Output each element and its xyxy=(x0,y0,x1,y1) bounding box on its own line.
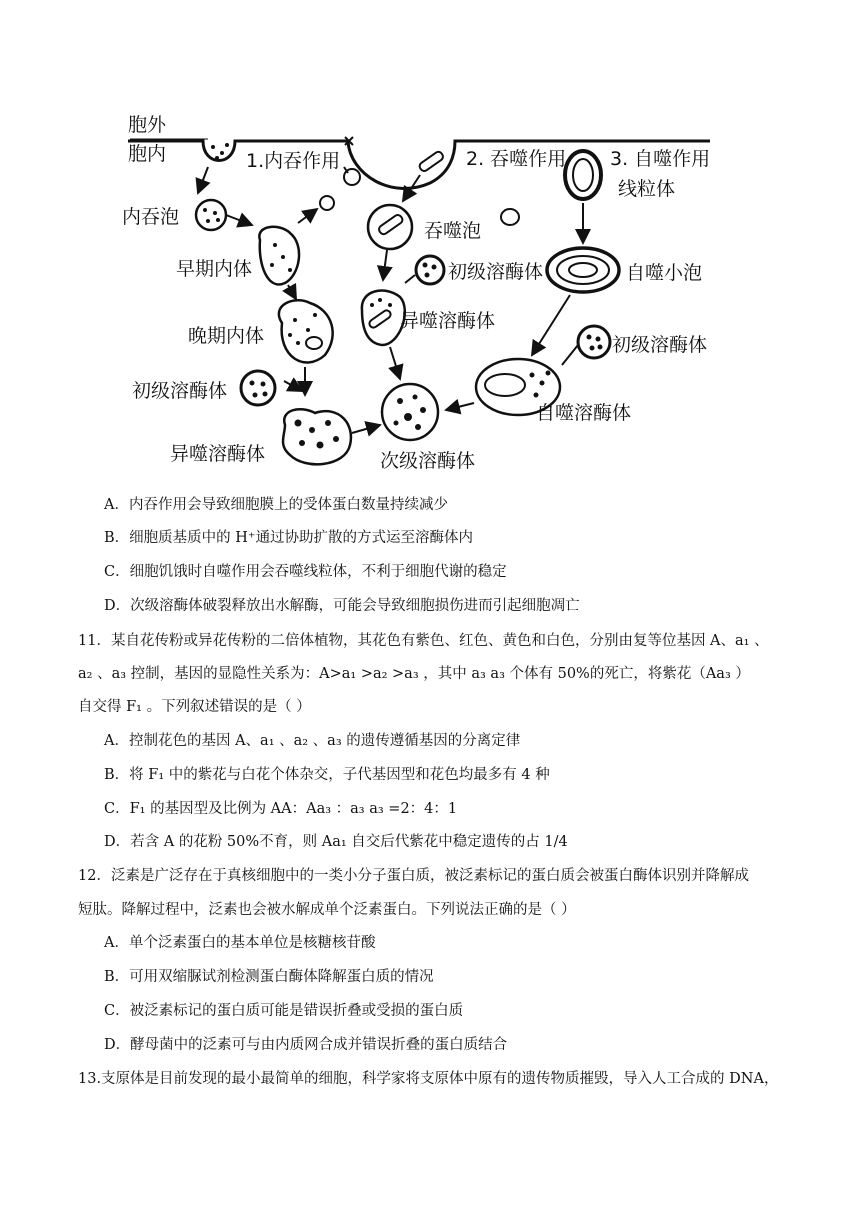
label-primary-lysosome-b: 初级溶酶体 xyxy=(448,261,544,283)
label-early-endosome: 早期内体 xyxy=(176,258,253,280)
q12-option-d: D．酵母菌中的泛素可与由内质网合成并错误折叠的蛋白质结合 xyxy=(104,1037,508,1053)
q11-option-d: D．若含 A 的花粉 50%不育，则 Aa₁ 自交后代紫花中稳定遗传的占 1/4 xyxy=(104,834,568,850)
label-autophagosome: 自噬小泡 xyxy=(626,262,703,284)
q11-stem-line3: 自交得 F₁ 。下列叙述错误的是（ ） xyxy=(78,699,311,715)
label-primary-lysosome-c: 初级溶酶体 xyxy=(612,334,708,356)
q10-option-c: C．细胞饥饿时自噬作用会吞噬线粒体，不利于细胞代谢的稳定 xyxy=(104,564,507,580)
q11-option-c: C．F₁ 的基因型及比例为 AA：Aa₃ ：a₃ a₃ =2：4：1 xyxy=(104,801,458,817)
q11-stem-line2: a₂ 、a₃ 控制，基因的显隐性关系为：A>a₁ >a₂ >a₃ ，其中 a₃ a₃ 个体有 50%的死亡，将紫花（Aa₃ ） xyxy=(78,666,750,682)
q13-stem-line1: 13.支原体是目前发现的最小最简单的细胞，科学家将支原体中原有的遗传物质摧毁，导入人工合成的 DNA， xyxy=(78,1071,779,1087)
label-phagosome: 吞噬泡 xyxy=(424,220,482,242)
q12-stem-line1: 12．泛素是广泛存在于真核细胞中的一类小分子蛋白质，被泛素标记的蛋白质会被蛋白酶体识别并降解成 xyxy=(78,868,749,884)
label-phagocytosis: 2. 吞噬作用 xyxy=(466,148,567,170)
q12-option-a: A．单个泛素蛋白的基本单位是核糖核苷酸 xyxy=(104,935,376,951)
label-secondary-lysosome: 次级溶酶体 xyxy=(380,450,476,472)
q12-stem-line2: 短肽。降解过程中，泛素也会被水解成单个泛素蛋白。下列说法正确的是（ ） xyxy=(78,902,576,918)
label-autolysosome: 自噬溶酶体 xyxy=(536,402,632,424)
q11-option-b: B．将 F₁ 中的紫花与白花个体杂交，子代基因型和花色均最多有 4 种 xyxy=(104,767,550,783)
label-endocytosis: 1.内吞作用 xyxy=(246,150,341,172)
q10-option-d: D．次级溶酶体破裂释放出水解酶，可能会导致细胞损伤进而引起细胞凋亡 xyxy=(104,598,580,614)
q11-option-a: A．控制花色的基因 A、a₁ 、a₂ 、a₃ 的遗传遵循基因的分离定律 xyxy=(104,733,521,749)
q12-option-c: C．被泛素标记的蛋白质可能是错误折叠或受损的蛋白质 xyxy=(104,1003,464,1019)
label-primary-lysosome-a: 初级溶酶体 xyxy=(132,380,228,402)
label-outside: 胞外 xyxy=(128,114,167,136)
lysosome-pathway-figure xyxy=(100,105,720,480)
label-late-endosome: 晚期内体 xyxy=(188,325,265,347)
label-mitochondria: 线粒体 xyxy=(618,178,676,200)
q10-option-a: A．内吞作用会导致细胞膜上的受体蛋白数量持续减少 xyxy=(104,497,448,513)
q11-stem-line1: 11．某自花传粉或异花传粉的二倍体植物，其花色有紫色、红色、黄色和白色，分别由复等位基因 A、a₁ 、 xyxy=(78,633,769,649)
label-endosome: 内吞泡 xyxy=(122,206,180,228)
label-heterophagic-lysosome-b: 异噬溶酶体 xyxy=(400,310,496,332)
label-inside: 胞内 xyxy=(128,143,167,165)
q10-option-b: B．细胞质基质中的 H⁺通过协助扩散的方式运至溶酶体内 xyxy=(104,530,474,546)
label-heterophagic-lysosome-a: 异噬溶酶体 xyxy=(170,443,266,465)
q12-option-b: B．可用双缩脲试剂检测蛋白酶体降解蛋白质的情况 xyxy=(104,969,434,985)
label-autophagy: 3. 自噬作用 xyxy=(610,148,711,170)
